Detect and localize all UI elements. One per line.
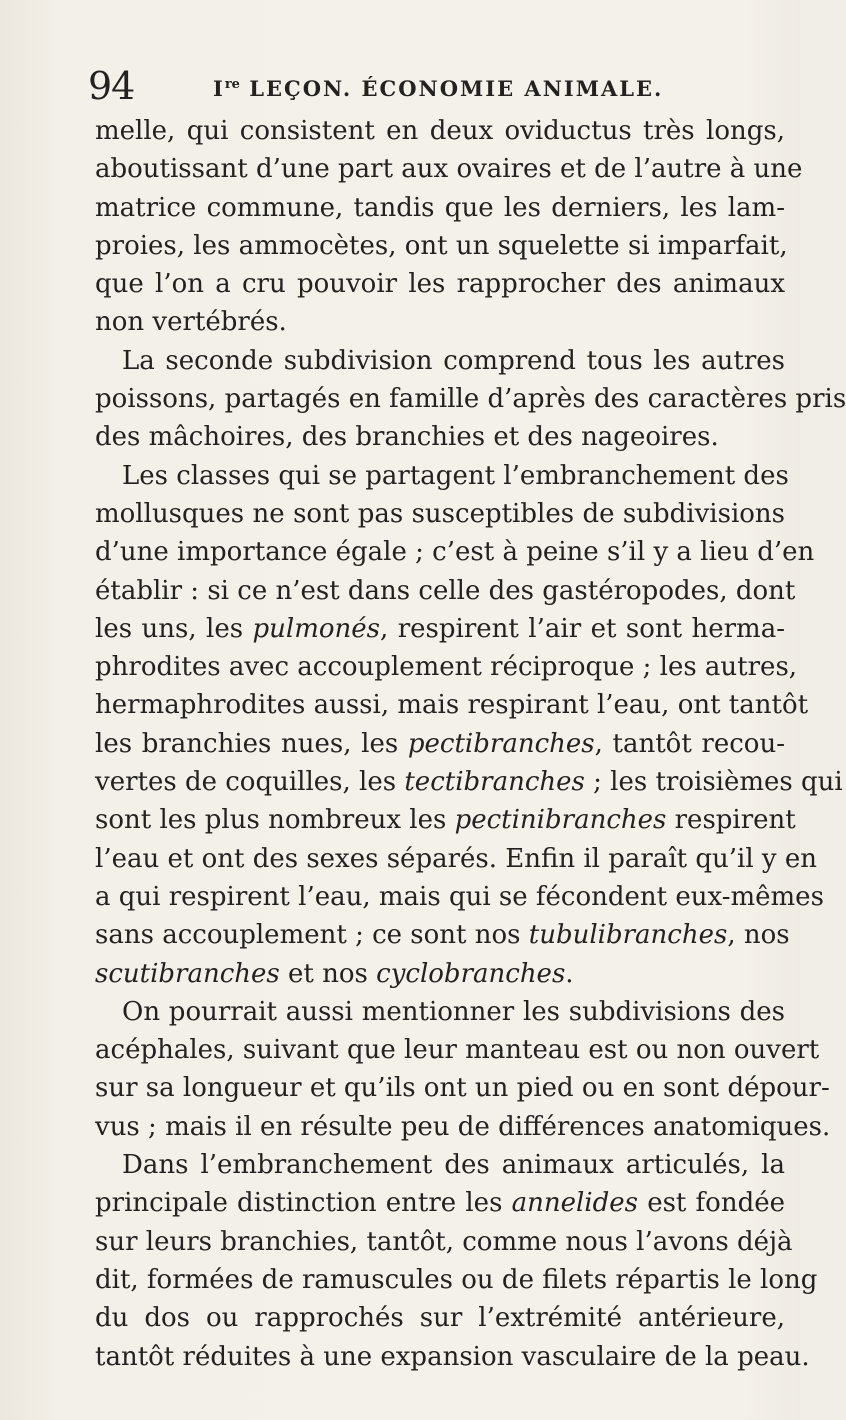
text-segment: établir : si ce n’est dans celle des gastéropodes, dont — [95, 575, 796, 606]
text-segment: non vertébrés. — [95, 307, 287, 338]
text-segment: respirent — [666, 805, 796, 836]
text-segment: tantôt réduites à une expansion vasculaire de la peau. — [95, 1341, 810, 1372]
text-line — [95, 763, 843, 801]
text-segment: vus ; mais il en résulte peu de différences anatomiques. — [95, 1111, 831, 1142]
text-segment: d’une importance égale ; c’est à peine s’il y a lieu d’en — [95, 537, 815, 568]
text-segment: que l’on a cru pouvoir les rapprocher des animaux — [95, 269, 785, 300]
text-segment: aboutissant d’une part aux ovaires et de l’autre à une — [95, 154, 803, 185]
text-line — [95, 648, 798, 686]
text-segment: mollusques ne sont pas susceptibles de subdivisions — [95, 498, 785, 529]
text-segment: ; les troisièmes qui — [584, 767, 843, 798]
text-line — [95, 686, 809, 724]
text-segment: les branchies nues, les — [95, 728, 408, 759]
text-segment: du dos ou rapprochés sur l’extrémité antérieure, — [95, 1303, 785, 1334]
page-number: 94 — [88, 64, 135, 108]
text-line — [95, 1261, 818, 1299]
text-segment: sans accouplement ; ce sont nos — [95, 920, 529, 951]
text-line — [95, 801, 796, 839]
italic-term: cyclobranches — [376, 958, 566, 989]
text-line — [95, 572, 796, 610]
text-line — [95, 342, 785, 380]
text-line — [95, 1223, 793, 1261]
lesson-ordinal-suffix: re — [224, 77, 240, 92]
text-segment: les uns, les — [95, 613, 253, 644]
italic-term: pectibranches — [407, 728, 595, 759]
text-line — [95, 418, 785, 456]
body-text — [95, 112, 846, 1376]
text-segment: La seconde subdivision comprend tous les autres — [122, 345, 785, 376]
text-segment: et nos — [279, 958, 377, 989]
text-segment: melle, qui consistent en deux oviductus très longs, — [95, 116, 785, 146]
text-segment: a qui respirent l’eau, mais qui se fécondent eux-mêmes — [95, 881, 824, 912]
page-header — [88, 62, 788, 110]
text-segment: des mâchoires, des branchies et des nageoires. — [95, 422, 719, 453]
lesson-number: I — [213, 76, 225, 101]
italic-term: pulmonés — [252, 613, 381, 644]
text-segment: matrice commune, tandis que les derniers, les lam- — [95, 192, 785, 223]
italic-term: annelides — [511, 1188, 638, 1219]
text-segment: Dans l’embranchement des animaux articulés, la — [122, 1150, 785, 1181]
text-segment: dit, formées de ramuscules ou de filets répartis le long — [95, 1264, 818, 1295]
text-segment: l’eau et ont des sexes séparés. Enfin il paraît qu’il y en — [95, 843, 817, 874]
text-segment: On pourrait aussi mentionner les subdivisions des — [122, 996, 785, 1027]
text-line — [95, 533, 815, 571]
text-line — [95, 1146, 785, 1184]
text-segment: proies, les ammocètes, ont un squelette si imparfait, — [95, 230, 788, 261]
text-segment: acéphales, suivant que leur manteau est ou non ouvert — [95, 1035, 820, 1066]
text-line — [95, 189, 785, 227]
text-segment: est fondée — [638, 1188, 785, 1219]
text-line — [95, 112, 785, 150]
italic-term: tectibranches — [404, 767, 585, 798]
text-segment: sont les plus nombreux les — [95, 805, 455, 836]
text-line — [95, 1108, 831, 1146]
text-segment: principale distinction entre les — [95, 1188, 512, 1219]
text-segment: . — [565, 958, 574, 989]
text-line — [95, 380, 846, 418]
text-segment: phrodites avec accouplement réciproque ; les autres, — [95, 652, 798, 683]
text-line — [95, 725, 785, 763]
text-segment: vertes de coquilles, les — [95, 767, 405, 798]
text-line — [95, 227, 788, 265]
text-segment: sur sa longueur et qu’ils ont un pied ou en sont dépour- — [95, 1073, 830, 1104]
text-segment: , tantôt recou- — [594, 728, 785, 759]
text-line — [95, 457, 789, 495]
text-line — [95, 1069, 830, 1107]
text-segment: , nos — [727, 920, 790, 951]
text-segment: sur leurs branchies, tantôt, comme nous l’avons déjà — [95, 1226, 793, 1257]
text-segment: , respirent l’air et sont herma- — [380, 613, 785, 644]
text-line — [95, 1299, 785, 1337]
text-line — [95, 878, 824, 916]
text-line — [95, 1338, 810, 1376]
text-line — [95, 955, 785, 993]
text-line — [95, 150, 803, 188]
text-segment: Les classes qui se partagent l’embranchement des — [122, 460, 789, 491]
italic-term: tubulibranches — [528, 920, 728, 951]
text-line — [95, 1031, 820, 1069]
text-line — [95, 265, 785, 303]
text-line — [95, 840, 817, 878]
text-line — [95, 303, 785, 341]
running-title: LEÇON. ÉCONOMIE ANIMALE. — [249, 76, 664, 101]
text-line — [95, 1184, 785, 1222]
italic-term: pectinibranches — [454, 805, 667, 836]
text-line — [95, 916, 790, 954]
running-head — [213, 68, 663, 106]
text-segment: poissons, partagés en famille d’après des caractères pris — [95, 384, 846, 415]
text-line — [95, 495, 785, 533]
italic-term: scutibranches — [95, 958, 280, 989]
text-segment: hermaphrodites aussi, mais respirant l’eau, ont tantôt — [95, 690, 809, 721]
text-line — [95, 993, 785, 1031]
text-line — [95, 610, 785, 648]
